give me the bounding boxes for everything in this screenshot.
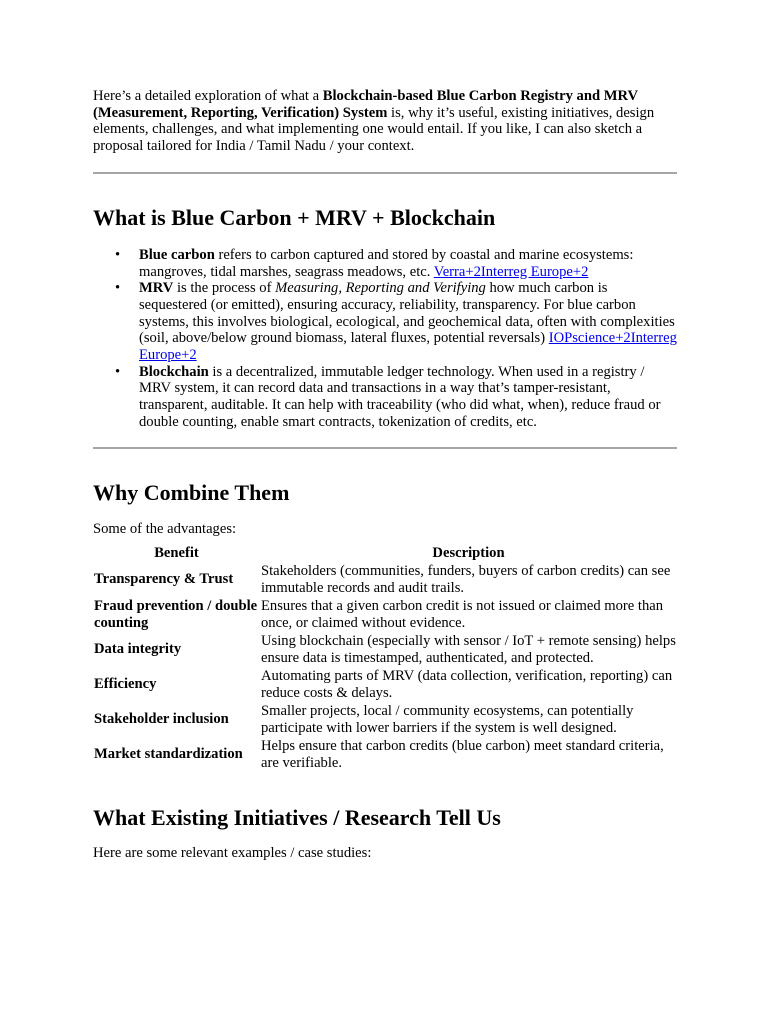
list-item xyxy=(93,247,677,280)
table-cell-benefit: Fraud prevention / double counting xyxy=(94,598,258,631)
intro-bold-term: Blockchain-based Blue Carbon Registry and MRV (Measurement, Reporting, Verification) System xyxy=(93,88,638,121)
section-heading-existing-initiatives: What Existing Initiatives / Research Tell Us xyxy=(93,805,501,831)
bullet-italic-text: Measuring, Reporting and Verifying xyxy=(275,280,486,297)
table-row xyxy=(93,632,677,667)
table-row xyxy=(93,702,677,737)
table-cell-benefit: Efficiency xyxy=(94,676,157,693)
table-cell-description: Using blockchain (especially with sensor / IoT + remote sensing) helps ensure data is timestamped, authenticated, and protected. xyxy=(261,633,676,666)
list-item xyxy=(93,280,677,364)
table-row xyxy=(93,597,677,632)
bullet-list xyxy=(93,247,677,431)
section-heading-why-combine: Why Combine Them xyxy=(93,479,290,505)
table-header-row xyxy=(93,544,677,562)
bullet-term: Blue carbon xyxy=(139,246,215,263)
source-link[interactable]: Verra+2Interreg Europe+2 xyxy=(433,263,589,280)
table-cell-benefit: Stakeholder inclusion xyxy=(94,711,229,728)
section-lead-text: Here are some relevant examples / case studies: xyxy=(93,845,372,862)
bullet-text: refers to carbon captured and stored by coastal and marine ecosystems: mangroves, tidal marshes, seagrass meadows, etc. xyxy=(139,246,634,280)
table-cell-description: Smaller projects, local / community ecosystems, can potentially participate with lower barriers if the system is well designed. xyxy=(261,703,634,736)
intro-text-start: Here’s a detailed exploration of what a xyxy=(93,88,323,104)
table-cell-description: Ensures that a given carbon credit is not issued or claimed more than once, or claimed without evidence. xyxy=(261,598,664,631)
table-header-benefit: Benefit xyxy=(154,544,199,561)
section-heading-blue-carbon: What is Blue Carbon + MRV + Blockchain xyxy=(93,204,496,230)
bullet-icon: • xyxy=(115,280,121,297)
table-cell-benefit: Transparency & Trust xyxy=(94,571,234,588)
table-cell-benefit: Market standardization xyxy=(94,746,243,763)
bullet-text: is the process of xyxy=(173,280,276,297)
intro-text-end: is, why it’s useful, existing initiatives, design elements, challenges, and what implementing one would entail. If you like, I can also sketch a proposal tailored for India / Tamil Nadu / your context. xyxy=(93,104,655,155)
table-row xyxy=(93,737,677,772)
table-cell-description: Stakeholders (communities, funders, buyers of carbon credits) can see immutable records and audit trails. xyxy=(261,563,671,596)
document-page xyxy=(93,86,677,862)
intro-paragraph xyxy=(93,88,677,155)
bullet-term: MRV xyxy=(139,280,174,297)
table-header-description: Description xyxy=(432,544,505,561)
list-item xyxy=(93,364,677,431)
bullet-text: how much carbon is sequestered (or emitted), ensuring accuracy, reliability, transparency. For blue carbon systems, this involves biological, ecological, and geochemical data, often with complexities (soil, above/below ground biomass, lateral fluxes, potential reversals) xyxy=(139,280,675,347)
bullet-icon: • xyxy=(115,363,121,380)
bullet-text: is a decentralized, immutable ledger technology. When used in a registry / MRV system, it can record data and transactions in a way that’s tamper-resistant, transparent, auditable. It can help with traceability (who did what, when), reduce fraud or double counting, enable smart contracts, tokenization of credits, etc. xyxy=(139,363,661,430)
benefits-table xyxy=(93,544,677,772)
divider xyxy=(93,447,677,449)
table-cell-benefit: Data integrity xyxy=(94,641,182,658)
source-link[interactable]: IOPscience+2Interreg Europe+2 xyxy=(139,330,677,364)
divider xyxy=(93,172,677,174)
table-row xyxy=(93,667,677,702)
bullet-icon: • xyxy=(115,246,121,263)
table-row xyxy=(93,562,677,597)
table-cell-description: Helps ensure that carbon credits (blue carbon) meet standard criteria, are verifiable. xyxy=(261,738,664,771)
bullet-term: Blockchain xyxy=(139,363,209,380)
section-lead-text: Some of the advantages: xyxy=(93,520,237,537)
table-cell-description: Automating parts of MRV (data collection, verification, reporting) can reduce costs & delays. xyxy=(261,668,673,701)
